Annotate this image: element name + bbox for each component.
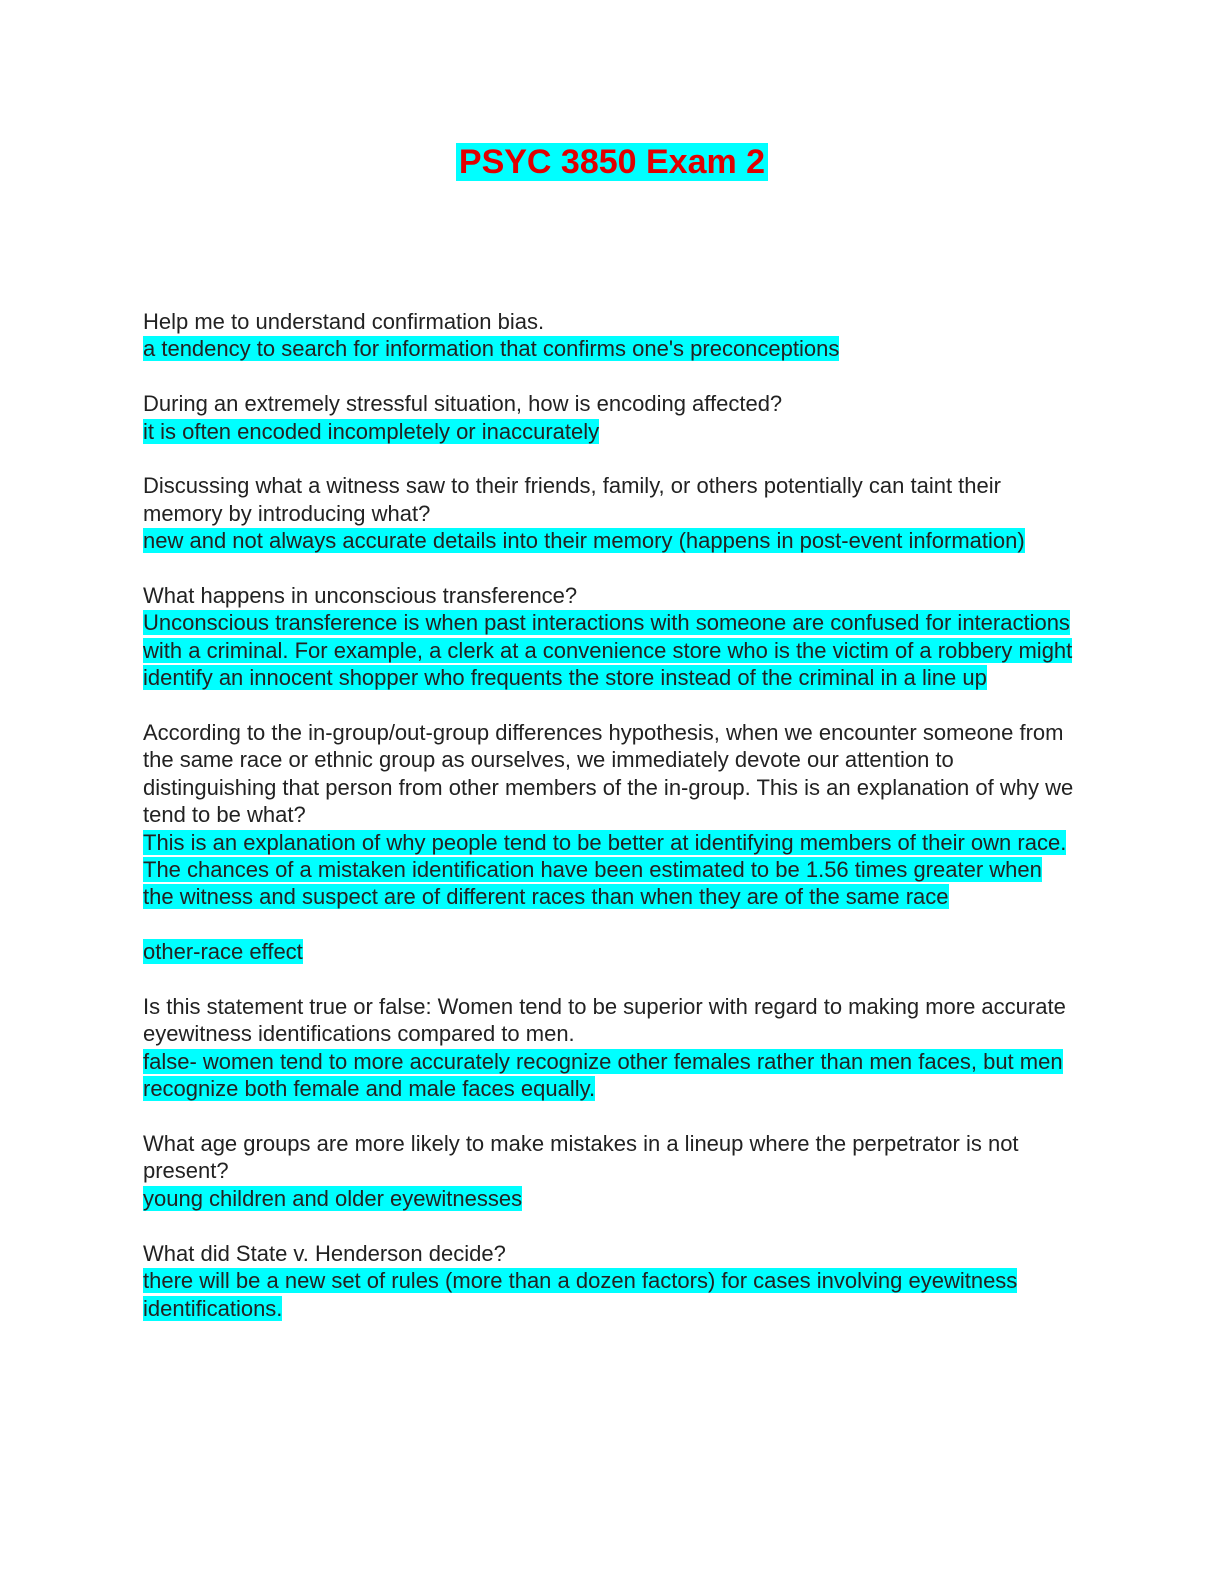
answer-block bbox=[143, 1048, 1078, 1103]
qa-item-6 bbox=[143, 938, 1078, 965]
qa-list bbox=[143, 308, 1078, 1349]
document-title-text: PSYC 3850 Exam 2 bbox=[456, 143, 768, 181]
question-text: According to the in-group/out-group differences hypothesis, when we encounter someone from the same race or ethnic group as ourselves, we immediately devote our attention to distinguishing that person from other members of the in-group. This is an explanation of why we tend to be what? bbox=[143, 720, 1074, 828]
answer-block bbox=[143, 335, 1078, 362]
answer-block bbox=[143, 1185, 1078, 1212]
answer-text: Unconscious transference is when past interactions with someone are confused for interactions with a criminal. For example, a clerk at a convenience store who is the victim of a robbery might identify an innocent shopper who frequents the store instead of the criminal in a line up bbox=[143, 610, 1073, 691]
qa-item-5 bbox=[143, 719, 1078, 911]
qa-item-8 bbox=[143, 1130, 1078, 1212]
question-text: What did State v. Henderson decide? bbox=[143, 1240, 506, 1266]
answer-text: young children and older eyewitnesses bbox=[143, 1185, 523, 1211]
answer-block bbox=[143, 609, 1078, 691]
answer-block bbox=[143, 418, 1078, 445]
answer-text: false- women tend to more accurately recognize other females rather than men faces, but men recognize both female and male faces equally. bbox=[143, 1048, 1063, 1102]
qa-item-7 bbox=[143, 993, 1078, 1103]
question-text: Help me to understand confirmation bias. bbox=[143, 309, 545, 334]
answer-block bbox=[143, 1267, 1078, 1322]
answer-block bbox=[143, 938, 1078, 965]
answer-text: it is often encoded incompletely or inaccurately bbox=[143, 418, 600, 444]
answer-block bbox=[143, 527, 1078, 554]
question-text: During an extremely stressful situation, how is encoding affected? bbox=[143, 391, 783, 417]
qa-item-9 bbox=[143, 1240, 1078, 1322]
qa-item-2 bbox=[143, 390, 1078, 445]
document-title bbox=[0, 139, 1224, 185]
qa-item-4 bbox=[143, 582, 1078, 692]
question-text: What happens in unconscious transference? bbox=[143, 583, 578, 609]
question-text: What age groups are more likely to make mistakes in a lineup where the perpetrator is not present? bbox=[143, 1131, 1019, 1184]
answer-block bbox=[143, 829, 1078, 911]
answer-text: there will be a new set of rules (more than a dozen factors) for cases involving eyewitness identifications. bbox=[143, 1268, 1018, 1321]
question-text: Is this statement true or false: Women tend to be superior with regard to making more accurate eyewitness identifications compared to men. bbox=[143, 994, 1066, 1047]
answer-text: new and not always accurate details into their memory (happens in post-event information) bbox=[143, 528, 1025, 554]
answer-text: other-race effect bbox=[143, 939, 303, 965]
question-text: Discussing what a witness saw to their friends, family, or others potentially can taint their memory by introducing what? bbox=[143, 473, 1001, 526]
answer-text: a tendency to search for information that confirms one's preconceptions bbox=[143, 336, 840, 362]
qa-item-1 bbox=[143, 308, 1078, 363]
qa-item-3 bbox=[143, 472, 1078, 554]
answer-text: This is an explanation of why people tend to be better at identifying members of their own race. The chances of a mistaken identification have been estimated to be 1.56 times greater when the witness and suspect are of different races than when they are of the same race bbox=[143, 829, 1067, 910]
